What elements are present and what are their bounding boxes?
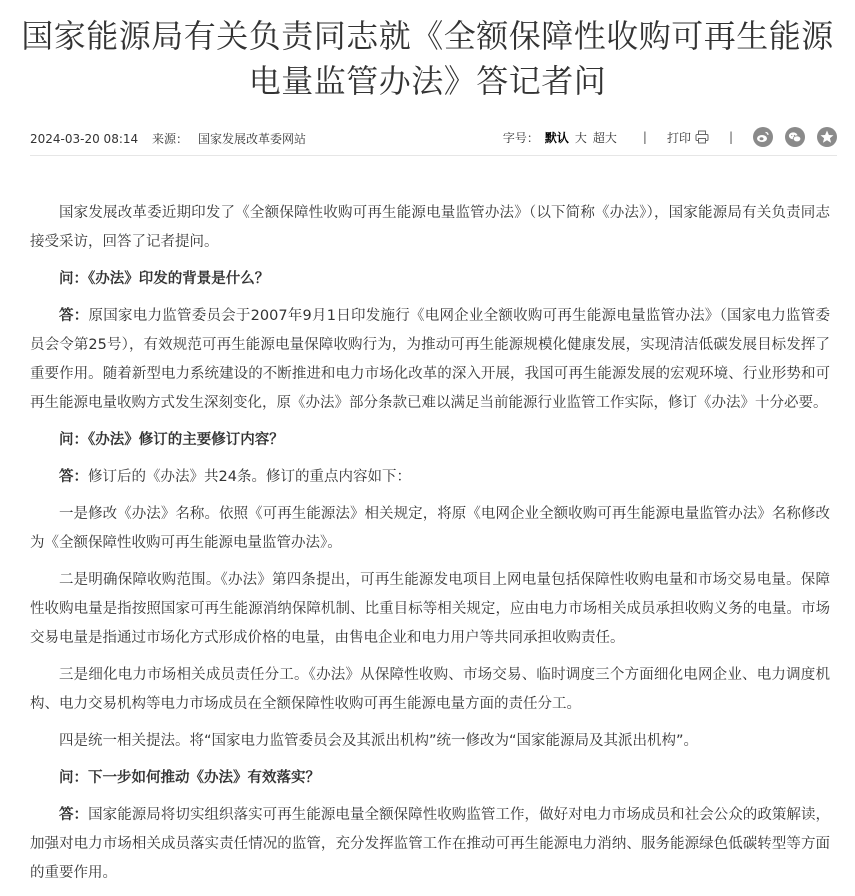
point-1: 一是修改《办法》名称。依照《可再生能源法》相关规定，将原《电网企业全额收购可再生能源电量监管办法》名称修改为《全额保障性收购可再生能源电量监管办法》。 xyxy=(30,506,830,551)
answer-label: 答： xyxy=(59,469,88,485)
publish-date: 2024-03-20 08:14 xyxy=(30,132,139,146)
answer-2: 答：修订后的《办法》共24条。修订的重点内容如下： xyxy=(59,469,411,485)
point-4: 四是统一相关提法。将“国家电力监管委员会及其派出机构”统一修改为“国家能源局及其派出机构”。 xyxy=(59,733,699,749)
point-2: 二是明确保障收购范围。《办法》第四条提出，可再生能源发电项目上网电量包括保障性收购电量和市场交易电量。保障性收购电量是指按照国家可再生能源消纳保障机制、比重目标等相关规定，应由电力市场相关成员承担收购义务的电量。市场交易电量是指通过市场化方式形成价格的电量，由售电企业和电力用户等共同承担收购责任。 xyxy=(30,572,830,646)
font-size-xlarge-button[interactable]: 超大 xyxy=(592,130,617,145)
qzone-icon xyxy=(817,127,837,147)
header-divider xyxy=(30,155,837,156)
source-label: 来源： xyxy=(151,132,188,146)
font-size-label: 字号： xyxy=(502,130,539,145)
answer-label: 答： xyxy=(59,807,89,823)
article-toolbar xyxy=(503,126,837,148)
title-line-2: 电量监管办法》答记者问 xyxy=(248,62,607,100)
article-meta-bar xyxy=(30,126,837,150)
weibo-share-button[interactable] xyxy=(753,127,773,147)
print-label: 打印 xyxy=(666,130,691,145)
intro-paragraph: 国家发展改革委近期印发了《全额保障性收购可再生能源电量监管办法》（以下简称《办法》），国家能源局有关负责同志接受采访，回答了记者提问。 xyxy=(30,205,830,250)
article-info xyxy=(30,130,316,147)
qzone-share-button[interactable] xyxy=(817,127,837,147)
toolbar-separator: | xyxy=(642,130,647,144)
print-button[interactable] xyxy=(667,129,709,146)
question-1: 问：《办法》印发的背景是什么？ xyxy=(59,271,270,287)
article-body xyxy=(30,199,830,896)
question-2: 问：《办法》修订的主要修订内容？ xyxy=(59,432,284,448)
toolbar-separator-2: | xyxy=(728,130,733,144)
font-size-large-button[interactable]: 大 xyxy=(574,130,587,145)
title-line-1: 国家能源局有关负责同志就《全额保障性收购可再生能源 xyxy=(21,17,834,55)
font-size-default-button[interactable]: 默认 xyxy=(544,130,569,145)
wechat-icon xyxy=(785,127,805,147)
answer-3: 答：国家能源局将切实组织落实可再生能源电量全额保障性收购监管工作，做好对电力市场成员和社会公众的政策解读，加强对电力市场相关成员落实责任情况的监管，充分发挥监管工作在推动可再生能源电力消纳、服务能源绿色低碳转型等方面的重要作用。 xyxy=(30,807,831,881)
point-3: 三是细化电力市场相关成员责任分工。《办法》从保障性收购、市场交易、临时调度三个方面细化电网企业、电力调度机构、电力交易机构等电力市场成员在全额保障性收购可再生能源电量方面的责任分工。 xyxy=(30,667,830,712)
wechat-share-button[interactable] xyxy=(785,127,805,147)
article-title xyxy=(0,14,855,104)
weibo-icon xyxy=(753,127,773,147)
answer-label: 答： xyxy=(59,308,89,324)
source-name: 国家发展改革委网站 xyxy=(197,132,306,146)
printer-icon xyxy=(695,130,709,144)
question-3: 问：下一步如何推动《办法》有效落实？ xyxy=(59,770,320,786)
answer-1: 答：原国家电力监管委员会于2007年9月1日印发施行《电网企业全额收购可再生能源电量监管办法》（国家电力监管委员会令第25号），有效规范可再生能源电量保障收购行为，为推动可再生能源规模化健康发展，实现清洁低碳发展目标发挥了重要作用。随着新型电力系统建设的不断推进和电力市场化改革的深入开展，我国可再生能源发展的宏观环境、行业形势和可再生能源电量收购方式发生深刻变化，原《办法》部分条款已难以满足当前能源行业监管工作实际，修订《办法》十分必要。 xyxy=(30,308,831,411)
